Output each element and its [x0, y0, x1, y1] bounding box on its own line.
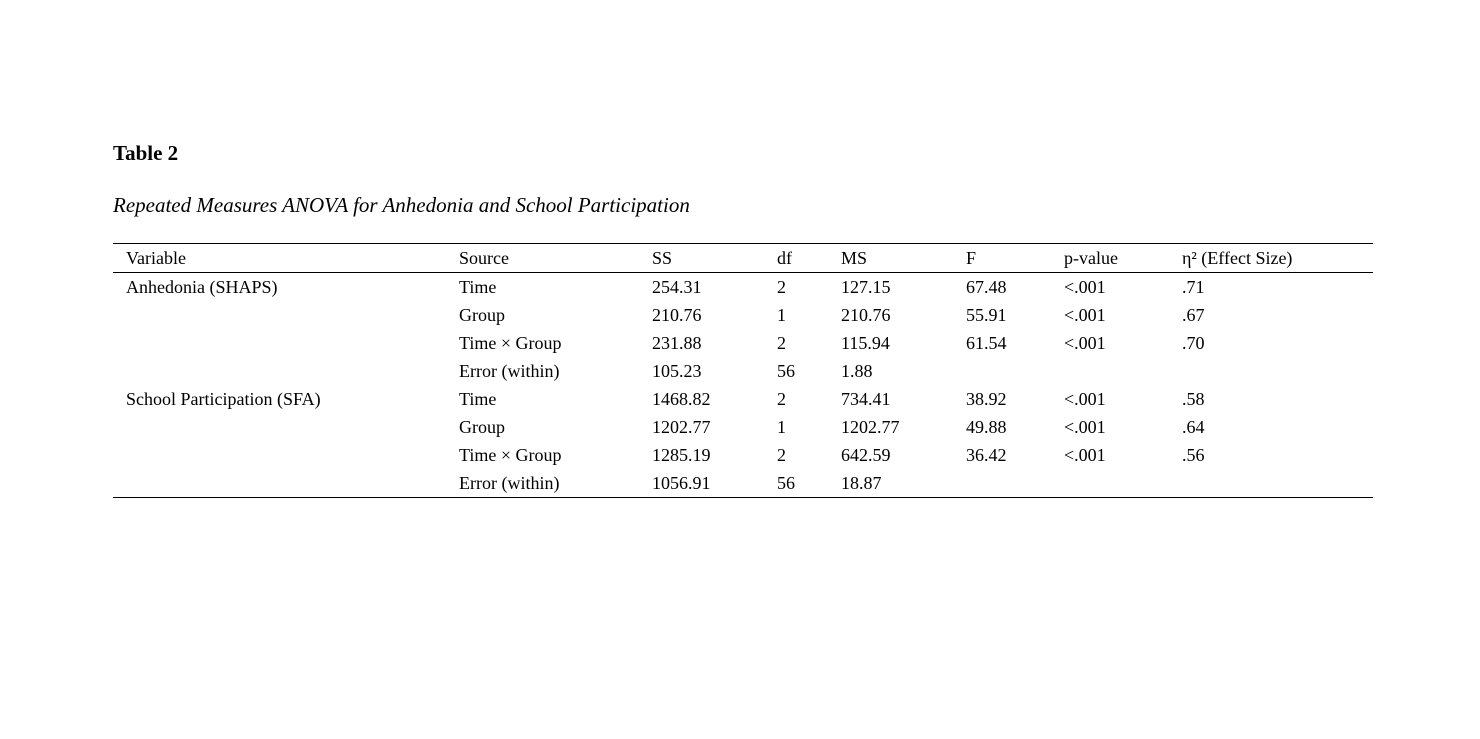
- header-df: df: [777, 244, 841, 273]
- cell-f: 38.92: [966, 389, 1007, 409]
- header-row: [113, 244, 1373, 273]
- cell-f: 36.42: [966, 445, 1007, 465]
- cell-f: 49.88: [966, 417, 1007, 437]
- cell-p-value: <.001: [1064, 389, 1106, 409]
- cell-p-value: <.001: [1064, 305, 1106, 325]
- header-ss: SS: [652, 244, 777, 273]
- cell-variable: [126, 357, 459, 385]
- cell-df: 2: [777, 277, 786, 297]
- cell-source: Time × Group: [459, 445, 562, 465]
- cell-source: Group: [459, 305, 505, 325]
- table-label: Table 2: [113, 141, 179, 165]
- cell-p-value: [1064, 469, 1182, 498]
- cell-variable: Anhedonia (SHAPS): [126, 277, 278, 297]
- cell-ms: 1202.77: [841, 417, 900, 437]
- cell-indent: [113, 357, 126, 385]
- table-row: [113, 357, 1373, 385]
- cell-source: Time × Group: [459, 333, 562, 353]
- table-body: [113, 273, 1373, 498]
- cell-f: 61.54: [966, 333, 1007, 353]
- header-variable: Variable: [126, 244, 459, 273]
- header-ms: MS: [841, 244, 966, 273]
- cell-ss: 210.76: [652, 305, 702, 325]
- table-header: [113, 244, 1373, 273]
- anova-table: [113, 243, 1373, 498]
- cell-effect-size: .64: [1182, 417, 1205, 437]
- header-effect-size: η² (Effect Size): [1182, 244, 1373, 273]
- cell-p-value: <.001: [1064, 445, 1106, 465]
- cell-effect-size: .70: [1182, 333, 1205, 353]
- cell-f: [966, 357, 1064, 385]
- table-row: [113, 385, 1373, 413]
- cell-source: Error (within): [459, 361, 560, 381]
- cell-ss: 1468.82: [652, 389, 711, 409]
- cell-p-value: [1064, 357, 1182, 385]
- cell-ms: 642.59: [841, 445, 891, 465]
- table-caption: Repeated Measures ANOVA for Anhedonia and School Participation: [113, 193, 690, 217]
- table-row: [113, 469, 1373, 498]
- header-p-value: p-value: [1064, 244, 1182, 273]
- cell-ss: 231.88: [652, 333, 702, 353]
- cell-effect-size: [1182, 357, 1373, 385]
- cell-indent: [113, 469, 126, 498]
- cell-df: 1: [777, 417, 786, 437]
- cell-ms: 1.88: [841, 361, 873, 381]
- cell-ss: 1202.77: [652, 417, 711, 437]
- cell-source: Time: [459, 277, 497, 297]
- cell-effect-size: .58: [1182, 389, 1205, 409]
- table-row: [113, 441, 1373, 469]
- table-row: [113, 301, 1373, 329]
- cell-variable: [126, 441, 459, 469]
- cell-f: 67.48: [966, 277, 1007, 297]
- table-row: [113, 413, 1373, 441]
- cell-indent: [113, 413, 126, 441]
- cell-f: 55.91: [966, 305, 1007, 325]
- cell-variable: [126, 329, 459, 357]
- cell-df: 2: [777, 389, 786, 409]
- cell-variable: School Participation (SFA): [126, 389, 321, 409]
- cell-p-value: <.001: [1064, 333, 1106, 353]
- cell-p-value: <.001: [1064, 417, 1106, 437]
- table-row: [113, 273, 1373, 302]
- cell-df: 2: [777, 445, 786, 465]
- cell-ms: 115.94: [841, 333, 890, 353]
- table-row: [113, 329, 1373, 357]
- cell-df: 1: [777, 305, 786, 325]
- cell-source: Time: [459, 389, 497, 409]
- cell-variable: [126, 469, 459, 498]
- header-indent: [113, 244, 126, 273]
- cell-indent: [113, 329, 126, 357]
- cell-indent: [113, 273, 126, 302]
- cell-ss: 254.31: [652, 277, 702, 297]
- cell-ss: 1056.91: [652, 473, 711, 493]
- cell-indent: [113, 441, 126, 469]
- cell-ss: 1285.19: [652, 445, 711, 465]
- cell-source: Group: [459, 417, 505, 437]
- cell-variable: [126, 301, 459, 329]
- cell-df: 2: [777, 333, 786, 353]
- cell-effect-size: .56: [1182, 445, 1205, 465]
- cell-ms: 18.87: [841, 473, 882, 493]
- cell-variable: [126, 413, 459, 441]
- cell-effect-size: [1182, 469, 1373, 498]
- header-f: F: [966, 244, 1064, 273]
- cell-f: [966, 469, 1064, 498]
- cell-p-value: <.001: [1064, 277, 1106, 297]
- cell-df: 56: [777, 361, 795, 381]
- cell-ms: 127.15: [841, 277, 891, 297]
- cell-source: Error (within): [459, 473, 560, 493]
- cell-ms: 210.76: [841, 305, 891, 325]
- header-source: Source: [459, 244, 652, 273]
- cell-effect-size: .71: [1182, 277, 1205, 297]
- cell-ms: 734.41: [841, 389, 891, 409]
- cell-ss: 105.23: [652, 361, 702, 381]
- cell-indent: [113, 301, 126, 329]
- cell-effect-size: .67: [1182, 305, 1205, 325]
- cell-df: 56: [777, 473, 795, 493]
- cell-indent: [113, 385, 126, 413]
